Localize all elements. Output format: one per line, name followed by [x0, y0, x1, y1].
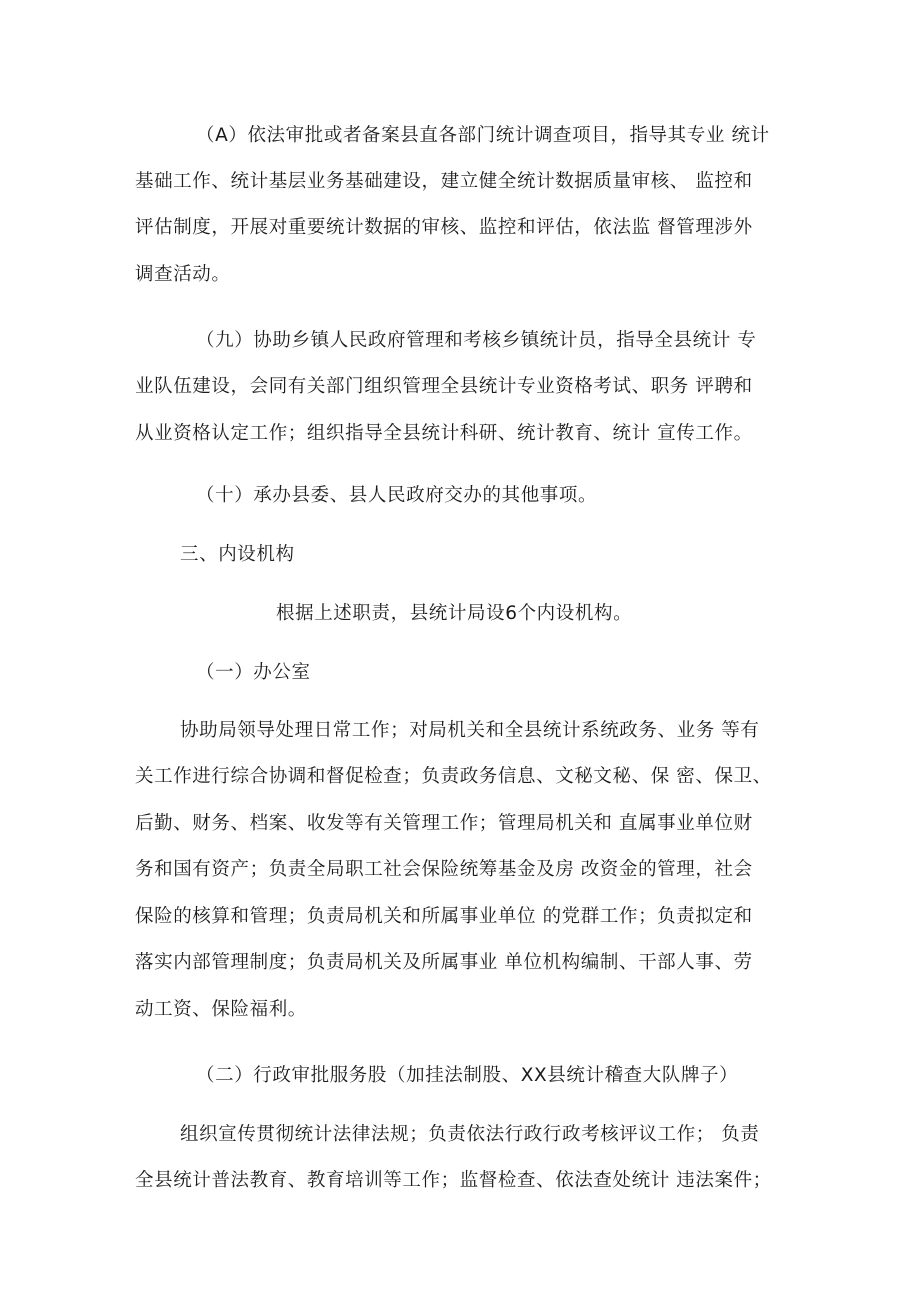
- section-intro: 根据上述职责，县统计局设6个内设机构。: [276, 603, 633, 624]
- paragraph-10: （十）承办县委、县人民政府交办的其他事项。: [196, 485, 598, 506]
- paragraph-8-line-4: 调查活动。: [135, 264, 231, 285]
- paragraph-9-line-2: 业队伍建设，会同有关部门组织管理全县统计专业资格考试、职务 评聘和: [135, 376, 753, 397]
- subsection-heading-office: （一）办公室: [196, 662, 311, 683]
- paragraph-8-line-3: 评估制度，开展对重要统计数据的审核、监控和评估，依法监 督管理涉外: [135, 217, 753, 238]
- subsection-heading-admin-approval: （二）行政审批服务股（加挂法制股、XX县统计稽查大队牌子）: [196, 1065, 739, 1086]
- paragraph-9-line-1: （九）协助乡镇人民政府管理和考核乡镇统计员，指导全县统计 专: [196, 330, 757, 351]
- office-line-5: 保险的核算和管理；负责局机关和所属事业单位 的党群工作；负责拟定和: [135, 906, 753, 927]
- office-line-4: 务和国有资产；负责全局职工社会保险统筹基金及房 改资金的管理，社会: [135, 859, 753, 880]
- office-line-7: 动工资、保险福利。: [135, 999, 307, 1020]
- office-line-2: 关工作进行综合协调和督促检查；负责政务信息、文秘文秘、保 密、保卫、: [135, 766, 772, 787]
- office-line-6: 落实内部管理制度；负责局机关及所属事业 单位机构编制、干部人事、劳: [135, 952, 753, 973]
- paragraph-8-line-2: 基础工作、统计基层业务基础建设，建立健全统计数据质量审核、 监控和: [135, 171, 753, 192]
- paragraph-9-line-3: 从业资格认定工作；组织指导全县统计科研、统计教育、统计 宣传工作。: [135, 423, 753, 444]
- admin-approval-line-2: 全县统计普法教育、教育培训等工作；监督检查、依法查处统计 违法案件；: [135, 1170, 772, 1191]
- admin-approval-line-1: 组织宣传贯彻统计法律法规；负责依法行政行政考核评议工作； 负责: [180, 1124, 760, 1145]
- paragraph-8-line-1: （A）依法审批或者备案县直各部门统计调查项目，指导其专业 统计: [196, 125, 770, 146]
- office-line-1: 协助局领导处理日常工作；对局机关和全县统计系统政务、业务 等有: [180, 720, 760, 741]
- office-line-3: 后勤、财务、档案、收发等有关管理工作；管理局机关和 直属事业单位财: [135, 813, 753, 834]
- section-heading-internal-departments: 三、内设机构: [180, 544, 295, 565]
